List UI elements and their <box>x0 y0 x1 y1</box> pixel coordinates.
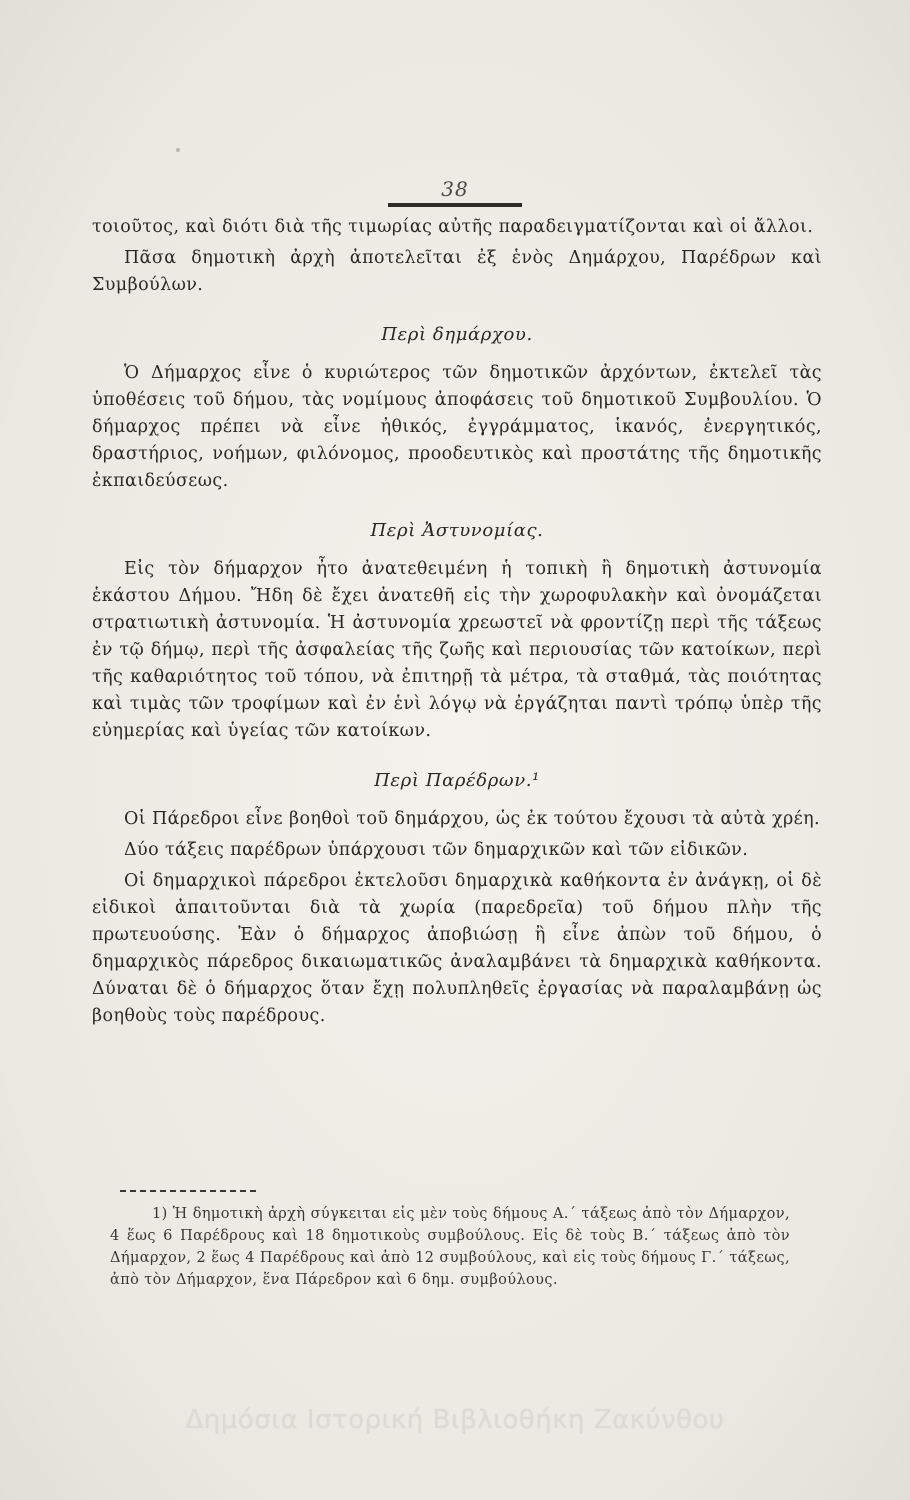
paragraph-assessors-3: Οἱ δημαρχικοὶ πάρεδροι ἐκτελοῦσι δημαρχικὰ καθήκοντα ἐν ἀνάγκῃ, οἱ δὲ εἰδικοὶ ἀπαιτοῦνται διὰ τὰ χωρία (παρεδρεῖα) τοῦ δήμου πλὴν τῆς πρωτευούσης. Ἐὰν ὁ δήμαρχος ἀποβιώσῃ ἢ εἶνε ἀπὼν τοῦ δήμου, ὁ δημαρχικὸς πάρεδρος δικαιωματικῶς ἀναλαμβάνει τὰ δημαρχικὰ καθήκοντα. Δύναται δὲ ὁ δήμαρχος ὅταν ἔχῃ πολυπληθεῖς ἐργασίας νὰ παραλαμβάνῃ ὡς βοηθοὺς τοὺς παρέδρους. <box>92 871 822 1026</box>
paragraph-assessors-2: Δύο τάξεις παρέδρων ὑπάρχουσι τῶν δημαρχικῶν καὶ τῶν εἰδικῶν. <box>124 840 749 860</box>
page-number: 38 <box>441 177 469 201</box>
paragraph-mayor: Ὁ Δήμαρχος εἶνε ὁ κυριώτερος τῶν δημοτικῶν ἀρχόντων, ἐκτελεῖ τὰς ὑποθέσεις τοῦ δήμου, τὰς νομίμους ἀποφάσεις τοῦ δημοτικοῦ Συμβουλίου. Ὁ δήμαρχος πρέπει νὰ εἶνε ἠθικός, ἐγγράμματος, ἱκανός, ἐνεργητικός, δραστήριος, νοήμων, φιλόνομος, προοδευτικὸς καὶ προστάτης τῆς δημοτικῆς ἐκπαιδεύσεως. <box>92 363 822 491</box>
footnote: 1) Ἡ δημοτικὴ ἀρχὴ σύγκειται εἰς μὲν τοὺς δήμους Α.΄ τάξεως ἀπὸ τὸν Δήμαρχον, 4 ἕως 6 Παρέδρους καὶ 18 δημοτικοὺς συμβούλους. Εἰς δὲ τοὺς Β.΄ τάξεως ἀπὸ τὸν Δήμαρχον, 2 ἕως 4 Παρέδρους καὶ ἀπὸ 12 συμβούλους, καὶ εἰς τοὺς δήμους Γ.΄ τάξεως, ἀπὸ τὸν Δήμαρχον, ἕνα Πάρεδρον καὶ 6 δημ. συμβούλους. <box>110 1206 790 1288</box>
header-rule <box>388 203 522 207</box>
paragraph-municipal-authority: Πᾶσα δημοτικὴ ἀρχὴ ἀποτελεῖται ἐξ ἑνὸς Δημάρχου, Παρέδρων καὶ Συμβούλων. <box>92 248 822 295</box>
section-heading-mayor: Περὶ δημάρχου. <box>381 324 533 345</box>
library-watermark: Δημόσια Ιστορική Βιβλιοθήκη Ζακύνθου <box>185 1405 725 1435</box>
paragraph-police: Εἰς τὸν δήμαρχον ἦτο ἀνατεθειμένη ἡ τοπικὴ ἢ δημοτικὴ ἀστυνομία ἑκάστου Δήμου. Ἤδη δὲ ἔχει ἀνατεθῆ εἰς τὴν χωροφυλακὴν καὶ ὀνομάζεται στρατιωτικὴ ἀστυνομία. Ἡ ἀστυνομία χρεωστεῖ νὰ φροντίζῃ περὶ τῆς τάξεως ἐν τῷ δήμῳ, περὶ τῆς ἀσφαλείας τῆς ζωῆς καὶ περιουσίας τῶν κατοίκων, περὶ τῆς καθαριότητος τοῦ τόπου, νὰ ἐπιτηρῇ τὰ μέτρα, τὰ σταθμά, τὰς ποιότητας καὶ τιμὰς τῶν τροφίμων καὶ ἐν ἑνὶ λόγῳ νὰ ἐργάζηται παντὶ τρόπῳ ὑπὲρ τῆς εὐημερίας καὶ ὑγείας τῶν κατοίκων. <box>92 559 822 741</box>
main-text <box>92 214 822 1034</box>
paper-speck <box>176 148 180 152</box>
paragraph-continuation: τοιοῦτος, καὶ διότι διὰ τῆς τιμωρίας αὐτῆς παραδειγματίζονται καὶ οἱ ἄλλοι. <box>92 217 814 237</box>
paragraph-assessors-1: Οἱ Πάρεδροι εἶνε βοηθοὶ τοῦ δημάρχου, ὡς ἐκ τούτου ἔχουσι τὰ αὐτὰ χρέη. <box>124 809 820 829</box>
footnote-separator <box>120 1190 256 1192</box>
section-heading-police: Περὶ Ἀστυνομίας. <box>370 520 544 541</box>
section-heading-assessors: Περὶ Παρέδρων.¹ <box>374 770 540 791</box>
